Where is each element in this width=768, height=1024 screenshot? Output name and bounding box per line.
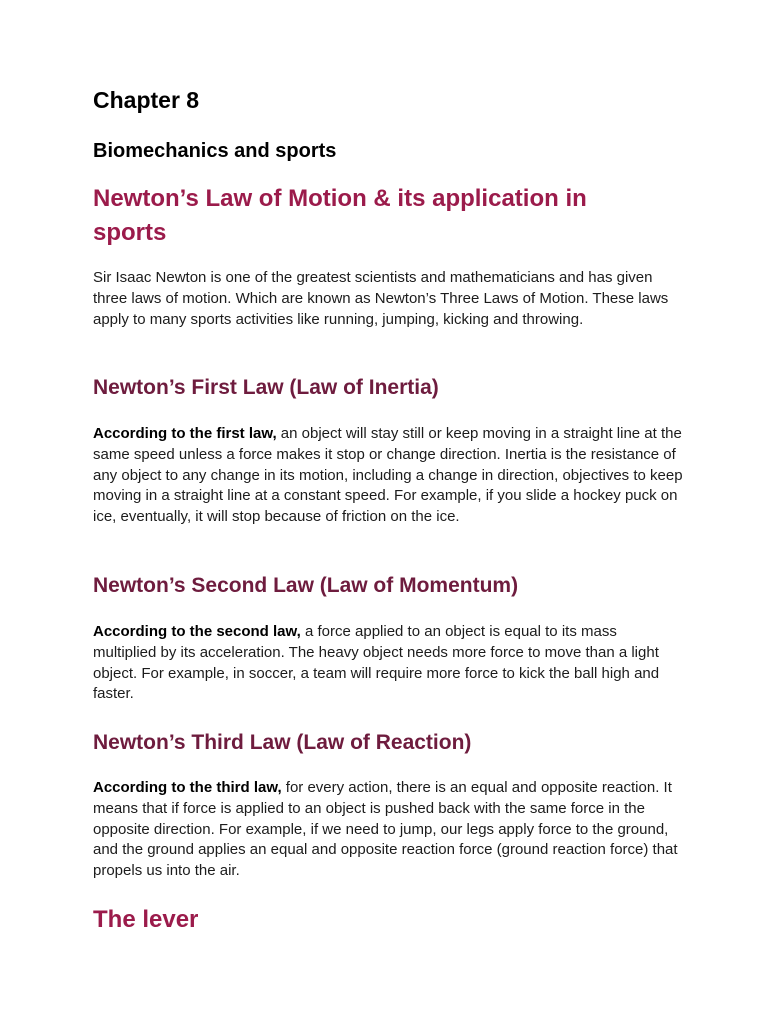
second-law-paragraph [93,622,683,705]
second-law-heading: Newton’s Second Law (Law of Momentum) [93,574,519,597]
intro-paragraph: Sir Isaac Newton is one of the greatest scientists and mathematicians and has given three laws of motion. Which are known as Newton’s Three Laws of Motion. These laws apply to many sports activities like running, jumping, kicking and throwing. [93,269,669,328]
first-law-heading: Newton’s First Law (Law of Inertia) [93,376,439,399]
second-law-body: a force applied to an object is equal to its mass multiplied by its acceleration. The heavy object needs more force to move than a light object. For example, in soccer, a team will require more force to kick the ball high and faster. [93,623,660,703]
chapter-subtitle: Biomechanics and sports [93,140,337,162]
first-law-body: an object will stay still or keep moving in a straight line at the same speed unless a force makes it stop or change direction. Inertia is the resistance of any object to any change in its motion, including a change in direction, objectives to keep moving in a straight line at a constant speed. For example, if you slide a hockey puck on ice, eventually, it will stop because of friction on the ice. [93,425,683,526]
third-law-heading: Newton’s Third Law (Law of Reaction) [93,731,472,754]
chapter-title: Chapter 8 [93,87,200,113]
third-law-lead: According to the third law, [93,779,282,796]
second-law-lead: According to the second law, [93,623,301,640]
first-law-paragraph [93,424,683,528]
third-law-body: for every action, there is an equal and opposite reaction. It means that if force is applied to an object is pushed back with the same force in the opposite direction. For example, if we need to jump, our legs apply force to the ground, and the ground applies an equal and opposite reaction force (ground reaction force) that propels us into the air. [93,779,678,880]
first-law-lead: According to the first law, [93,425,277,442]
main-heading: Newton’s Law of Motion & its application in sports [93,185,587,246]
lever-heading: The lever [93,906,199,933]
third-law-paragraph [93,778,683,882]
